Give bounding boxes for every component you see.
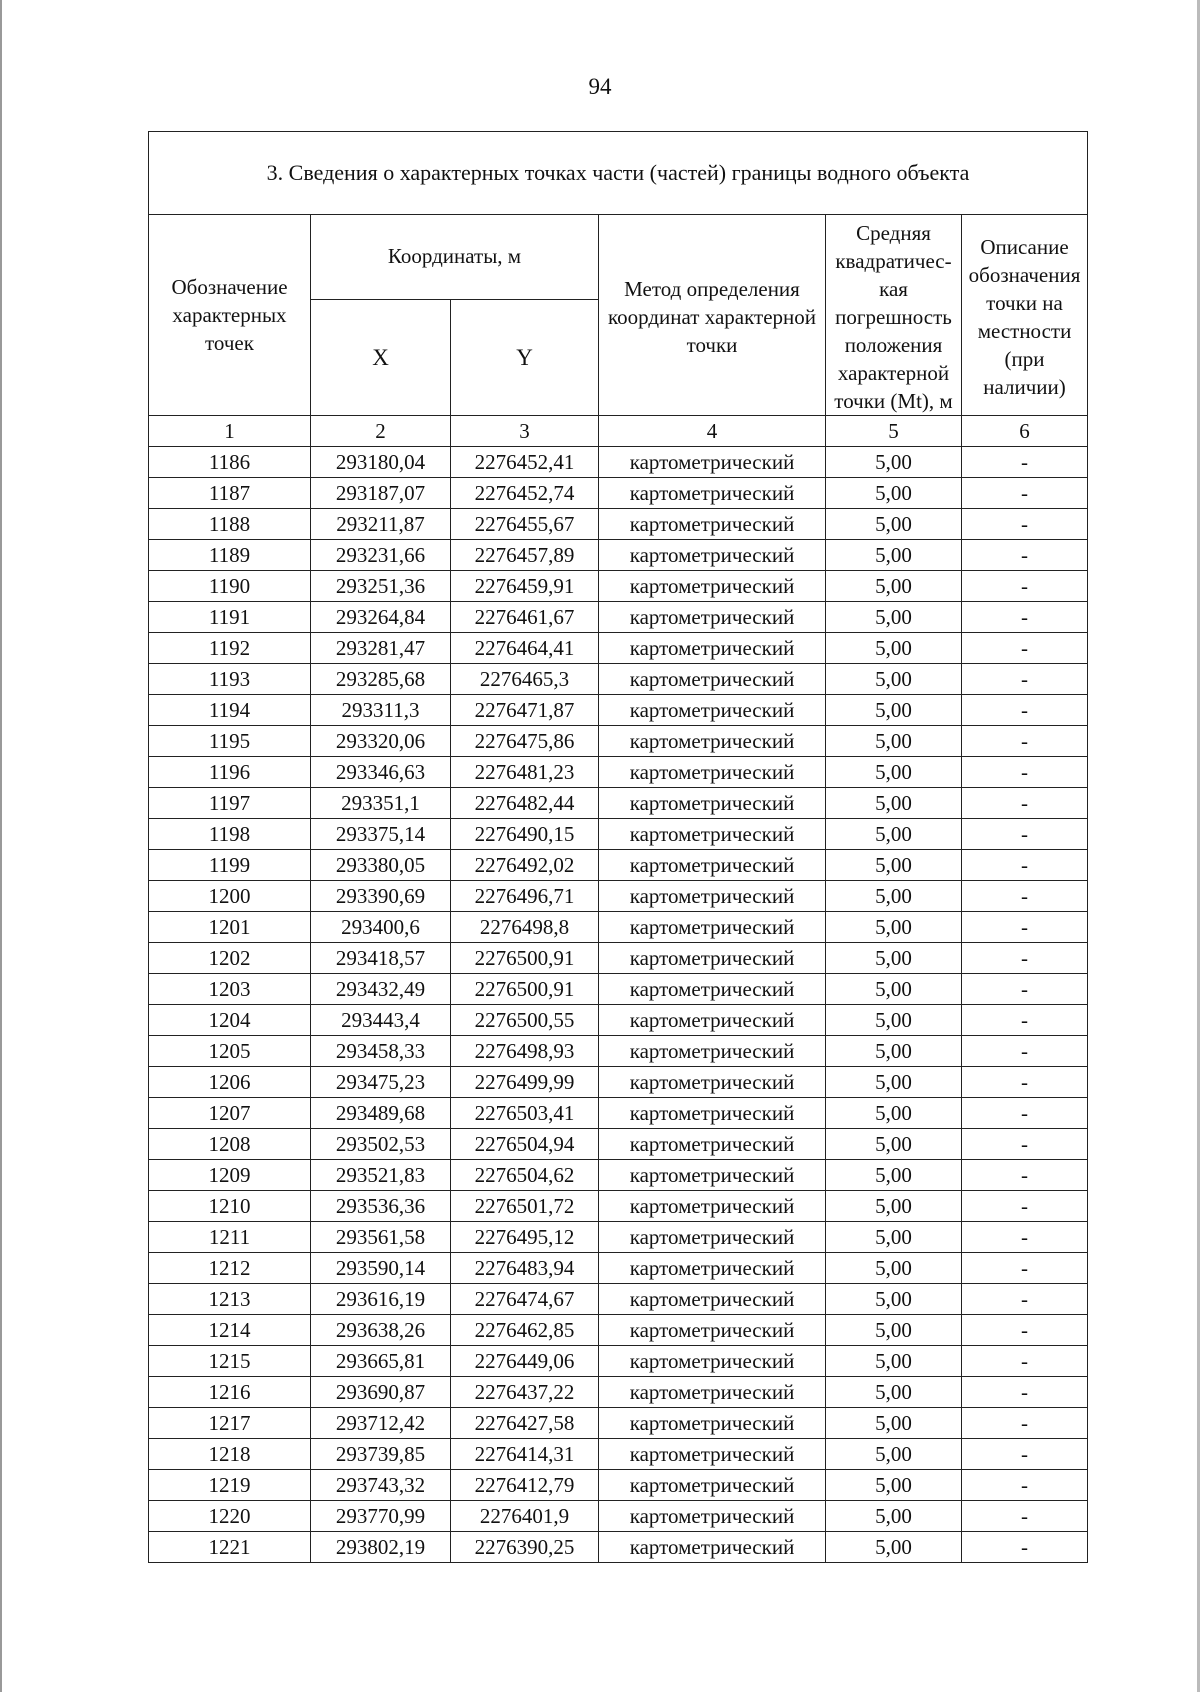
table-row: [149, 1160, 1088, 1191]
table-row: [149, 850, 1088, 881]
table-row: [149, 664, 1088, 695]
description-cell: -: [962, 1346, 1088, 1377]
x-coordinate-cell: 293285,68: [311, 664, 451, 695]
y-coordinate-cell: 2276498,8: [451, 912, 599, 943]
x-coordinate-cell: 293418,57: [311, 943, 451, 974]
x-coordinate-cell: 293311,3: [311, 695, 451, 726]
y-coordinate-cell: 2276495,12: [451, 1222, 599, 1253]
accuracy-cell: 5,00: [826, 602, 962, 633]
point-id-cell: 1210: [149, 1191, 311, 1222]
method-cell: картометрический: [599, 943, 826, 974]
accuracy-cell: 5,00: [826, 1439, 962, 1470]
y-coordinate-cell: 2276482,44: [451, 788, 599, 819]
method-cell: картометрический: [599, 664, 826, 695]
method-cell: картометрический: [599, 788, 826, 819]
description-cell: -: [962, 912, 1088, 943]
table-row: [149, 540, 1088, 571]
x-coordinate-cell: 293770,99: [311, 1501, 451, 1532]
accuracy-cell: 5,00: [826, 664, 962, 695]
method-cell: картометрический: [599, 1377, 826, 1408]
accuracy-cell: 5,00: [826, 1532, 962, 1563]
x-coordinate-cell: 293281,47: [311, 633, 451, 664]
point-id-cell: 1220: [149, 1501, 311, 1532]
description-cell: -: [962, 1377, 1088, 1408]
table-row: [149, 695, 1088, 726]
accuracy-cell: 5,00: [826, 1191, 962, 1222]
point-id-cell: 1203: [149, 974, 311, 1005]
x-coordinate-cell: 293536,36: [311, 1191, 451, 1222]
method-cell: картометрический: [599, 912, 826, 943]
accuracy-cell: 5,00: [826, 1036, 962, 1067]
y-coordinate-cell: 2276471,87: [451, 695, 599, 726]
point-id-cell: 1213: [149, 1284, 311, 1315]
method-cell: картометрический: [599, 1036, 826, 1067]
point-id-cell: 1199: [149, 850, 311, 881]
point-id-cell: 1188: [149, 509, 311, 540]
x-coordinate-cell: 293802,19: [311, 1532, 451, 1563]
description-cell: -: [962, 1315, 1088, 1346]
x-coordinate-cell: 293251,36: [311, 571, 451, 602]
method-cell: картометрический: [599, 695, 826, 726]
point-id-cell: 1209: [149, 1160, 311, 1191]
y-coordinate-cell: 2276498,93: [451, 1036, 599, 1067]
table-row: [149, 571, 1088, 602]
description-cell: -: [962, 850, 1088, 881]
method-cell: картометрический: [599, 881, 826, 912]
description-cell: -: [962, 447, 1088, 478]
point-id-cell: 1219: [149, 1470, 311, 1501]
table-row: [149, 1284, 1088, 1315]
description-cell: -: [962, 1067, 1088, 1098]
y-coordinate-cell: 2276504,62: [451, 1160, 599, 1191]
point-id-cell: 1200: [149, 881, 311, 912]
method-cell: картометрический: [599, 478, 826, 509]
table-row: [149, 1315, 1088, 1346]
point-id-cell: 1214: [149, 1315, 311, 1346]
accuracy-cell: 5,00: [826, 943, 962, 974]
column-number: 6: [962, 416, 1088, 447]
accuracy-cell: 5,00: [826, 633, 962, 664]
method-cell: картометрический: [599, 1501, 826, 1532]
point-id-cell: 1191: [149, 602, 311, 633]
accuracy-cell: 5,00: [826, 757, 962, 788]
description-cell: -: [962, 509, 1088, 540]
accuracy-cell: 5,00: [826, 850, 962, 881]
x-coordinate-cell: 293180,04: [311, 447, 451, 478]
method-cell: картометрический: [599, 1439, 826, 1470]
header-designation: Обозначение характерных точек: [149, 215, 311, 416]
point-id-cell: 1215: [149, 1346, 311, 1377]
y-coordinate-cell: 2276412,79: [451, 1470, 599, 1501]
table-row: [149, 1532, 1088, 1563]
point-id-cell: 1212: [149, 1253, 311, 1284]
description-cell: -: [962, 881, 1088, 912]
y-coordinate-cell: 2276461,67: [451, 602, 599, 633]
method-cell: картометрический: [599, 540, 826, 571]
y-coordinate-cell: 2276414,31: [451, 1439, 599, 1470]
x-coordinate-cell: 293351,1: [311, 788, 451, 819]
point-id-cell: 1207: [149, 1098, 311, 1129]
accuracy-cell: 5,00: [826, 881, 962, 912]
accuracy-cell: 5,00: [826, 1408, 962, 1439]
accuracy-cell: 5,00: [826, 726, 962, 757]
accuracy-cell: 5,00: [826, 1346, 962, 1377]
table-row: [149, 974, 1088, 1005]
table-row: [149, 1470, 1088, 1501]
y-coordinate-cell: 2276452,74: [451, 478, 599, 509]
y-coordinate-cell: 2276452,41: [451, 447, 599, 478]
table-row: [149, 819, 1088, 850]
description-cell: -: [962, 1470, 1088, 1501]
point-id-cell: 1197: [149, 788, 311, 819]
method-cell: картометрический: [599, 1129, 826, 1160]
description-cell: -: [962, 1036, 1088, 1067]
column-number: 1: [149, 416, 311, 447]
accuracy-cell: 5,00: [826, 1067, 962, 1098]
point-id-cell: 1198: [149, 819, 311, 850]
accuracy-cell: 5,00: [826, 1377, 962, 1408]
y-coordinate-cell: 2276481,23: [451, 757, 599, 788]
table-row: [149, 1253, 1088, 1284]
description-cell: -: [962, 1191, 1088, 1222]
description-cell: -: [962, 1501, 1088, 1532]
accuracy-cell: 5,00: [826, 1315, 962, 1346]
x-coordinate-cell: 293561,58: [311, 1222, 451, 1253]
table-row: [149, 509, 1088, 540]
scan-edge-left: [0, 0, 2, 1692]
point-id-cell: 1218: [149, 1439, 311, 1470]
description-cell: -: [962, 757, 1088, 788]
points-table: [148, 131, 1088, 1563]
method-cell: картометрический: [599, 1098, 826, 1129]
point-id-cell: 1205: [149, 1036, 311, 1067]
table-row: [149, 1346, 1088, 1377]
point-id-cell: 1193: [149, 664, 311, 695]
table-row: [149, 602, 1088, 633]
description-cell: -: [962, 540, 1088, 571]
method-cell: картометрический: [599, 1470, 826, 1501]
description-cell: -: [962, 788, 1088, 819]
y-coordinate-cell: 2276492,02: [451, 850, 599, 881]
y-coordinate-cell: 2276474,67: [451, 1284, 599, 1315]
y-coordinate-cell: 2276500,91: [451, 974, 599, 1005]
table-row: [149, 1439, 1088, 1470]
description-cell: -: [962, 1532, 1088, 1563]
description-cell: -: [962, 1005, 1088, 1036]
method-cell: картометрический: [599, 447, 826, 478]
y-coordinate-cell: 2276504,94: [451, 1129, 599, 1160]
y-coordinate-cell: 2276449,06: [451, 1346, 599, 1377]
table-row: [149, 447, 1088, 478]
table-row: [149, 881, 1088, 912]
point-id-cell: 1206: [149, 1067, 311, 1098]
points-table-body: [149, 447, 1088, 1563]
page-number: 94: [588, 74, 612, 99]
description-cell: -: [962, 943, 1088, 974]
accuracy-cell: 5,00: [826, 695, 962, 726]
description-cell: -: [962, 726, 1088, 757]
description-cell: -: [962, 602, 1088, 633]
description-cell: -: [962, 571, 1088, 602]
x-coordinate-cell: 293739,85: [311, 1439, 451, 1470]
method-cell: картометрический: [599, 757, 826, 788]
y-coordinate-cell: 2276500,91: [451, 943, 599, 974]
table-row: [149, 1377, 1088, 1408]
header-coordinates: Координаты, м: [311, 215, 599, 300]
y-coordinate-cell: 2276483,94: [451, 1253, 599, 1284]
column-number: 4: [599, 416, 826, 447]
method-cell: картометрический: [599, 1532, 826, 1563]
x-coordinate-cell: 293690,87: [311, 1377, 451, 1408]
accuracy-cell: 5,00: [826, 478, 962, 509]
accuracy-cell: 5,00: [826, 1253, 962, 1284]
column-number: 5: [826, 416, 962, 447]
x-coordinate-cell: 293458,33: [311, 1036, 451, 1067]
accuracy-cell: 5,00: [826, 1129, 962, 1160]
x-coordinate-cell: 293375,14: [311, 819, 451, 850]
y-coordinate-cell: 2276499,99: [451, 1067, 599, 1098]
accuracy-cell: 5,00: [826, 1005, 962, 1036]
accuracy-cell: 5,00: [826, 1098, 962, 1129]
accuracy-cell: 5,00: [826, 540, 962, 571]
point-id-cell: 1195: [149, 726, 311, 757]
point-id-cell: 1202: [149, 943, 311, 974]
y-coordinate-cell: 2276496,71: [451, 881, 599, 912]
description-cell: -: [962, 633, 1088, 664]
x-coordinate-cell: 293665,81: [311, 1346, 451, 1377]
method-cell: картометрический: [599, 1191, 826, 1222]
x-coordinate-cell: 293521,83: [311, 1160, 451, 1191]
method-cell: картометрический: [599, 1222, 826, 1253]
point-id-cell: 1189: [149, 540, 311, 571]
header-description: Описание обозначения точки на местности (при наличии): [962, 215, 1088, 416]
description-cell: -: [962, 1439, 1088, 1470]
method-cell: картометрический: [599, 1253, 826, 1284]
x-coordinate-cell: 293502,53: [311, 1129, 451, 1160]
column-number: 3: [451, 416, 599, 447]
x-coordinate-cell: 293743,32: [311, 1470, 451, 1501]
description-cell: -: [962, 1253, 1088, 1284]
description-cell: -: [962, 1408, 1088, 1439]
table-row: [149, 1129, 1088, 1160]
point-id-cell: 1217: [149, 1408, 311, 1439]
x-coordinate-cell: 293390,69: [311, 881, 451, 912]
table-row: [149, 1222, 1088, 1253]
y-coordinate-cell: 2276462,85: [451, 1315, 599, 1346]
method-cell: картометрический: [599, 509, 826, 540]
description-cell: -: [962, 664, 1088, 695]
table-title: 3. Сведения о характерных точках части (частей) границы водного объекта: [149, 132, 1088, 215]
point-id-cell: 1187: [149, 478, 311, 509]
point-id-cell: 1194: [149, 695, 311, 726]
table-row: [149, 788, 1088, 819]
table-row: [149, 757, 1088, 788]
point-id-cell: 1190: [149, 571, 311, 602]
x-coordinate-cell: 293489,68: [311, 1098, 451, 1129]
point-id-cell: 1208: [149, 1129, 311, 1160]
description-cell: -: [962, 478, 1088, 509]
table-row: [149, 1067, 1088, 1098]
accuracy-cell: 5,00: [826, 912, 962, 943]
x-coordinate-cell: 293432,49: [311, 974, 451, 1005]
table-row: [149, 1191, 1088, 1222]
method-cell: картометрический: [599, 850, 826, 881]
header-method: Метод определения координат характерной точки: [599, 215, 826, 416]
method-cell: картометрический: [599, 1284, 826, 1315]
method-cell: картометрический: [599, 1346, 826, 1377]
x-coordinate-cell: 293346,63: [311, 757, 451, 788]
point-id-cell: 1211: [149, 1222, 311, 1253]
method-cell: картометрический: [599, 1160, 826, 1191]
accuracy-cell: 5,00: [826, 571, 962, 602]
table-row: [149, 1408, 1088, 1439]
x-coordinate-cell: 293638,26: [311, 1315, 451, 1346]
x-coordinate-cell: 293320,06: [311, 726, 451, 757]
accuracy-cell: 5,00: [826, 1470, 962, 1501]
description-cell: -: [962, 1222, 1088, 1253]
method-cell: картометрический: [599, 974, 826, 1005]
x-coordinate-cell: 293590,14: [311, 1253, 451, 1284]
x-coordinate-cell: 293231,66: [311, 540, 451, 571]
description-cell: -: [962, 1160, 1088, 1191]
point-id-cell: 1186: [149, 447, 311, 478]
y-coordinate-cell: 2276457,89: [451, 540, 599, 571]
table-row: [149, 1098, 1088, 1129]
y-coordinate-cell: 2276459,91: [451, 571, 599, 602]
description-cell: -: [962, 819, 1088, 850]
column-number: 2: [311, 416, 451, 447]
y-coordinate-cell: 2276500,55: [451, 1005, 599, 1036]
accuracy-cell: 5,00: [826, 1222, 962, 1253]
method-cell: картометрический: [599, 1005, 826, 1036]
point-id-cell: 1192: [149, 633, 311, 664]
point-id-cell: 1216: [149, 1377, 311, 1408]
header-accuracy: Средняя квадратичес-кая погрешность положения характерной точки (Mt), м: [826, 215, 962, 416]
table-row: [149, 912, 1088, 943]
table-row: [149, 633, 1088, 664]
description-cell: -: [962, 1129, 1088, 1160]
description-cell: -: [962, 695, 1088, 726]
method-cell: картометрический: [599, 1408, 826, 1439]
description-cell: -: [962, 1098, 1088, 1129]
x-coordinate-cell: 293264,84: [311, 602, 451, 633]
point-id-cell: 1204: [149, 1005, 311, 1036]
method-cell: картометрический: [599, 1067, 826, 1098]
accuracy-cell: 5,00: [826, 447, 962, 478]
point-id-cell: 1221: [149, 1532, 311, 1563]
y-coordinate-cell: 2276455,67: [451, 509, 599, 540]
header-x: X: [311, 299, 451, 415]
y-coordinate-cell: 2276390,25: [451, 1532, 599, 1563]
y-coordinate-cell: 2276503,41: [451, 1098, 599, 1129]
x-coordinate-cell: 293380,05: [311, 850, 451, 881]
y-coordinate-cell: 2276427,58: [451, 1408, 599, 1439]
header-y: Y: [451, 299, 599, 415]
x-coordinate-cell: 293211,87: [311, 509, 451, 540]
description-cell: -: [962, 1284, 1088, 1315]
x-coordinate-cell: 293712,42: [311, 1408, 451, 1439]
accuracy-cell: 5,00: [826, 509, 962, 540]
table-row: [149, 1501, 1088, 1532]
y-coordinate-cell: 2276465,3: [451, 664, 599, 695]
x-coordinate-cell: 293187,07: [311, 478, 451, 509]
method-cell: картометрический: [599, 819, 826, 850]
method-cell: картометрический: [599, 726, 826, 757]
accuracy-cell: 5,00: [826, 788, 962, 819]
y-coordinate-cell: 2276475,86: [451, 726, 599, 757]
method-cell: картометрический: [599, 602, 826, 633]
accuracy-cell: 5,00: [826, 819, 962, 850]
x-coordinate-cell: 293475,23: [311, 1067, 451, 1098]
method-cell: картометрический: [599, 633, 826, 664]
accuracy-cell: 5,00: [826, 1501, 962, 1532]
method-cell: картометрический: [599, 571, 826, 602]
x-coordinate-cell: 293443,4: [311, 1005, 451, 1036]
y-coordinate-cell: 2276464,41: [451, 633, 599, 664]
accuracy-cell: 5,00: [826, 1284, 962, 1315]
x-coordinate-cell: 293400,6: [311, 912, 451, 943]
table-row: [149, 726, 1088, 757]
y-coordinate-cell: 2276490,15: [451, 819, 599, 850]
point-id-cell: 1201: [149, 912, 311, 943]
y-coordinate-cell: 2276437,22: [451, 1377, 599, 1408]
table-row: [149, 478, 1088, 509]
table-row: [149, 1005, 1088, 1036]
accuracy-cell: 5,00: [826, 1160, 962, 1191]
y-coordinate-cell: 2276501,72: [451, 1191, 599, 1222]
accuracy-cell: 5,00: [826, 974, 962, 1005]
table-row: [149, 1036, 1088, 1067]
method-cell: картометрический: [599, 1315, 826, 1346]
x-coordinate-cell: 293616,19: [311, 1284, 451, 1315]
point-id-cell: 1196: [149, 757, 311, 788]
table-row: [149, 943, 1088, 974]
y-coordinate-cell: 2276401,9: [451, 1501, 599, 1532]
description-cell: -: [962, 974, 1088, 1005]
